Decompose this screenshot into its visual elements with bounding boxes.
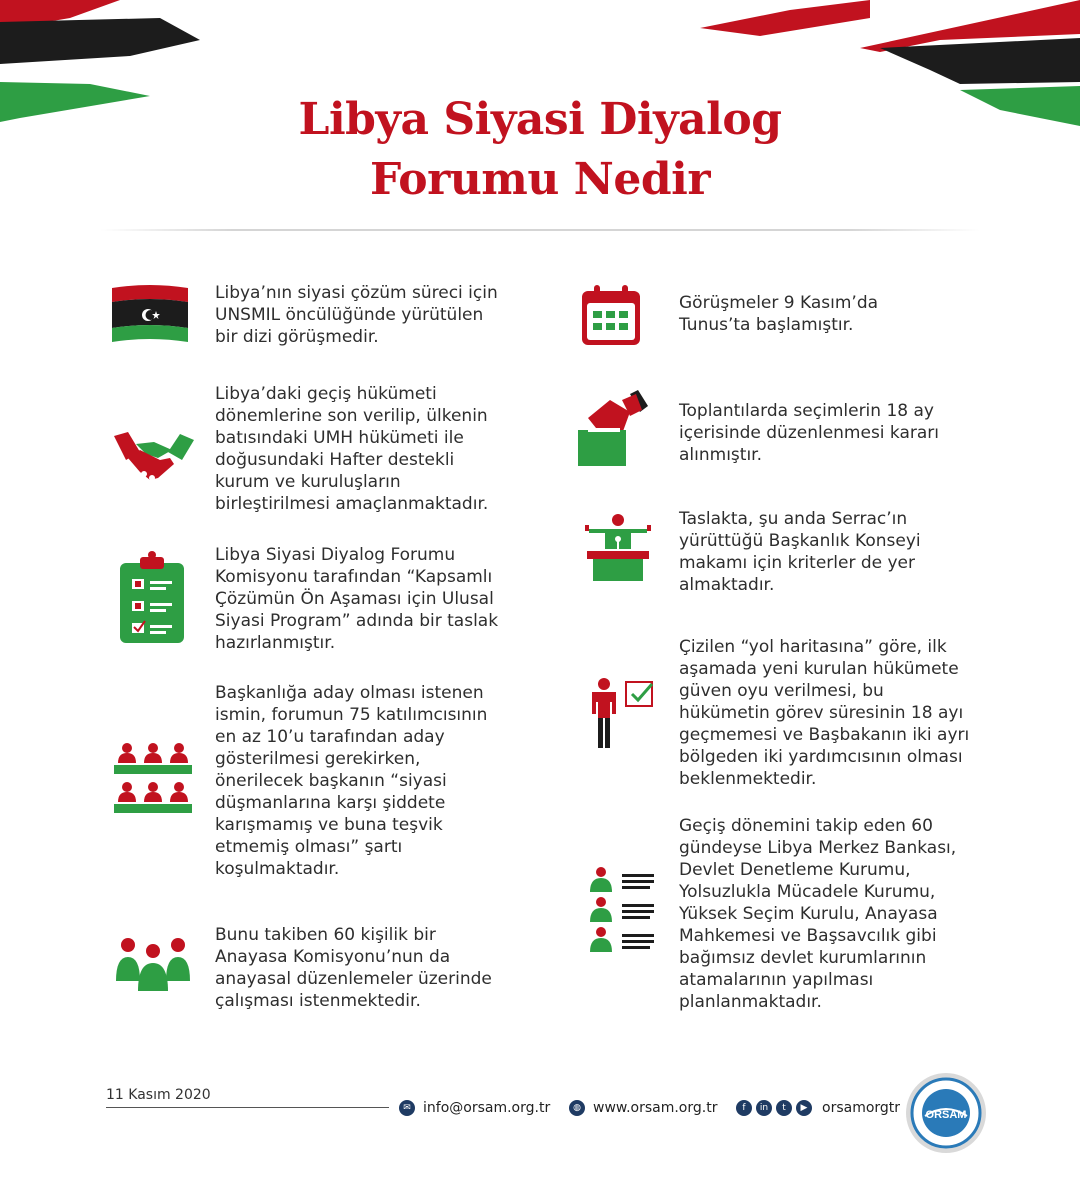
right-item-2-text: Toplantılarda seçimlerin 18 ay içerisinde düzenlenmesi kararı alınmıştır. [679, 401, 940, 465]
title-line-2: Forumu Nedir [369, 154, 711, 205]
left-item-2-text: Libya’daki geçiş hükümeti dönemlerine son verilip, ülkenin batısındaki UMH hükümeti ile doğusundaki Hafter destekli kurum ve kuruluşların birleştirilmesi amaçlanmaktadır. [215, 384, 489, 514]
group-icon [116, 937, 190, 995]
title-divider [100, 229, 980, 231]
globe-icon: ◍ [569, 1100, 585, 1116]
linkedin-icon[interactable]: in [756, 1100, 772, 1116]
left-item-5-text: Bunu takiben 60 kişilik bir Anayasa Komisyonu’nun da anayasal düzenlemeler üzerinde çalışması istenmektedir. [215, 925, 492, 1011]
right-item-3-text: Taslakta, şu anda Serrac’ın yürüttüğü Başkanlık Konseyi makamı için kriterler de yer almaktadır. [679, 509, 921, 595]
libya-flag-icon [110, 284, 190, 348]
title-line-1: Libya Siyasi Diyalog [298, 94, 782, 145]
clipboard-checklist-icon [120, 551, 186, 647]
podium-speaker-icon [585, 513, 651, 585]
calendar-icon [582, 285, 640, 349]
email-text[interactable]: info@orsam.org.tr [423, 1100, 551, 1116]
right-item-5-text: Geçiş dönemini takip eden 60 gündeyse Libya Merkez Bankası, Devlet Denetleme Kurumu, Yolsuzlukla Mücadele Kurumu, Yüksek Seçim Kurulu, Anayasa Mahkemesi ve Başsavcılık gibi bağımsız devlet kurumlarının atamalarının yapılması planlanmaktadır. [679, 816, 957, 1012]
left-item-3-text: Libya Siyasi Diyalog Forumu Komisyonu tarafından “Kapsamlı Çözümün Ön Aşaması için Ulusal Siyasi Program” adında bir taslak hazırlanmıştır. [215, 545, 499, 653]
right-item-4-text: Çizilen “yol haritasına” göre, ilk aşamada yeni kurulan hükümete güven oyu verilmesi, bu hükümetin görev süresinin 18 ayı geçmemesi ve Başbakanın iki ayrı bölgeden iki yardımcısının olması beklenmektedir. [679, 637, 970, 789]
youtube-icon[interactable]: ▶ [796, 1100, 812, 1116]
handshake-icon [114, 430, 194, 490]
twitter-icon[interactable]: t [776, 1100, 792, 1116]
logo-text: ORSAM [925, 1109, 967, 1121]
left-item-4-text: Başkanlığa aday olması istenen ismin, forumun 75 katılımcısının en az 10’u tarafından aday gösterilmesi gerekirken, önerilecek başkanın “siyasi düşmanlarına karşı şiddete karışmamış ve buna teşvik etmemiş olması” şartı koşulmaktadır. [215, 683, 488, 879]
people-list-icon [590, 866, 656, 960]
assembly-icon [114, 743, 192, 823]
email-icon: ✉ [399, 1100, 415, 1116]
footer-divider [106, 1107, 389, 1108]
left-item-1-text: Libya’nın siyasi çözüm süreci için UNSMIL öncülüğünde yürütülen bir dizi görüşmedir. [215, 283, 498, 347]
page-title [0, 90, 1080, 210]
footer-social [736, 1100, 900, 1116]
ballot-box-icon [578, 390, 650, 470]
footer-email[interactable] [399, 1100, 550, 1116]
footer-website[interactable] [569, 1100, 717, 1116]
orsam-logo [905, 1072, 987, 1154]
person-checkbox-icon [590, 678, 656, 754]
footer-date: 11 Kasım 2020 [106, 1087, 211, 1103]
right-item-1-text: Görüşmeler 9 Kasım’da Tunus’ta başlamıştır. [679, 293, 879, 335]
website-text[interactable]: www.orsam.org.tr [593, 1100, 718, 1116]
social-handle-text[interactable]: orsamorgtr [822, 1100, 901, 1116]
facebook-icon[interactable]: f [736, 1100, 752, 1116]
